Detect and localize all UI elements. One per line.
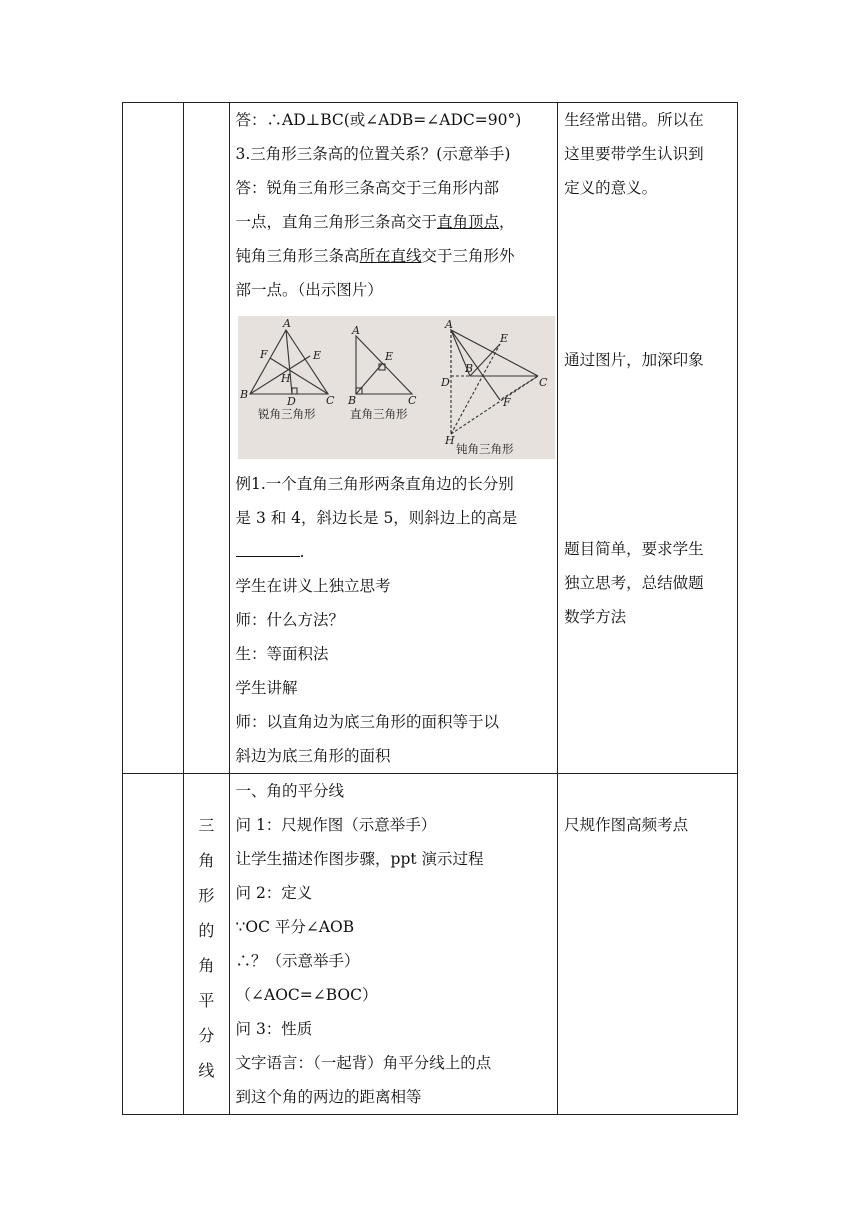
label-c: C <box>538 376 547 389</box>
label-a: A <box>282 317 291 330</box>
content-line: 学生在讲义上独立思考 <box>235 577 391 595</box>
content-line: 学生讲解 <box>235 679 298 697</box>
answer-blank <box>236 538 300 557</box>
label-d: D <box>286 395 296 408</box>
phase-cell <box>123 774 184 1115</box>
caption-right: 直角三角形 <box>349 407 408 421</box>
underlined-term: 所在直线 <box>359 247 422 265</box>
content-line: 问 1：尺规作图（示意举手） <box>235 816 437 834</box>
notes-cell <box>558 774 738 1115</box>
content-cell <box>229 103 558 774</box>
content-line: 到这个角的两边的距离相等 <box>235 1088 422 1106</box>
label-e: E <box>384 350 393 363</box>
right-triangle <box>356 336 412 394</box>
notes-cell <box>558 103 738 774</box>
note-line: 通过图片，加深印象 <box>564 351 704 369</box>
content-line: 师：以直角边为底三角形的面积等于以 <box>235 713 500 731</box>
section-title: 三 角 形 的 角 平 分 线 <box>198 816 215 1080</box>
content-line: 一、角的平分线 <box>235 782 345 800</box>
label-d: D <box>440 376 450 389</box>
note-line: 尺规作图高频考点 <box>564 816 689 834</box>
content-line: ∵OC 平分∠AOB <box>235 918 355 936</box>
question-line: 3.三角形三条高的位置关系？(示意举手) <box>235 145 511 163</box>
underlined-term: 直角顶点 <box>437 213 500 231</box>
label-f: F <box>502 396 511 409</box>
triangle-heights-figure <box>238 316 555 459</box>
note-line: 数学方法 <box>564 608 627 626</box>
label-b: B <box>347 394 356 407</box>
content-line: 生：等面积法 <box>235 645 329 663</box>
caption-obtuse: 钝角三角形 <box>455 442 514 456</box>
content-line: 让学生描述作图步骤，ppt 演示过程 <box>235 850 484 868</box>
content-line: （∠AOC=∠BOC） <box>235 986 378 1004</box>
note-line: 定义的意义。 <box>564 179 658 197</box>
caption-acute: 锐角三角形 <box>257 407 316 421</box>
note-line: 题目简单，要求学生 <box>564 540 704 558</box>
content-line: 问 3：性质 <box>235 1020 313 1038</box>
note-line: 独立思考，总结做题 <box>564 574 704 592</box>
label-b: B <box>239 388 248 401</box>
phase-cell <box>123 103 184 774</box>
answer-line: 钝角三角形三条高所在直线交于三角形外 <box>235 247 515 265</box>
lesson-table <box>122 102 738 1115</box>
label-e: E <box>499 332 508 345</box>
example-line: 是 3 和 4，斜边长是 5，则斜边上的高是 <box>235 509 518 527</box>
content-line: 问 2：定义 <box>235 884 313 902</box>
example-line: . <box>230 535 558 569</box>
content-line: 斜边为底三角形的面积 <box>235 747 391 765</box>
answer-line: 一点，直角三角形三条高交于直角顶点， <box>235 213 515 231</box>
table-row <box>123 103 738 774</box>
label-f: F <box>259 348 268 361</box>
answer-line: 答：∴AD⊥BC(或∠ADB=∠ADC=90°) <box>235 111 522 129</box>
table-row <box>123 774 738 1115</box>
section-cell <box>184 103 229 774</box>
note-line: 生经常出错。所以在 <box>564 111 704 129</box>
section-cell <box>184 774 229 1115</box>
label-e: E <box>312 349 321 362</box>
content-line: ∴？（示意举手） <box>235 952 360 970</box>
answer-line: 答：锐角三角形三条高交于三角形内部 <box>235 179 500 197</box>
label-h: H <box>280 372 291 385</box>
label-a: A <box>351 324 360 337</box>
obtuse-triangle <box>451 330 538 434</box>
note-line: 这里要带学生认识到 <box>564 145 704 163</box>
content-cell <box>229 774 558 1115</box>
label-c: C <box>407 394 416 407</box>
label-c: C <box>325 394 334 407</box>
label-a: A <box>444 318 453 331</box>
label-h: H <box>444 434 455 447</box>
label-b: B <box>464 362 473 375</box>
content-line: 文字语言：（一起背）角平分线上的点 <box>235 1054 492 1072</box>
content-line: 师：什么方法？ <box>235 611 345 629</box>
answer-line: 部一点。（出示图片） <box>235 281 383 299</box>
example-line: 例1.一个直角三角形两条直角边的长分别 <box>235 475 514 493</box>
